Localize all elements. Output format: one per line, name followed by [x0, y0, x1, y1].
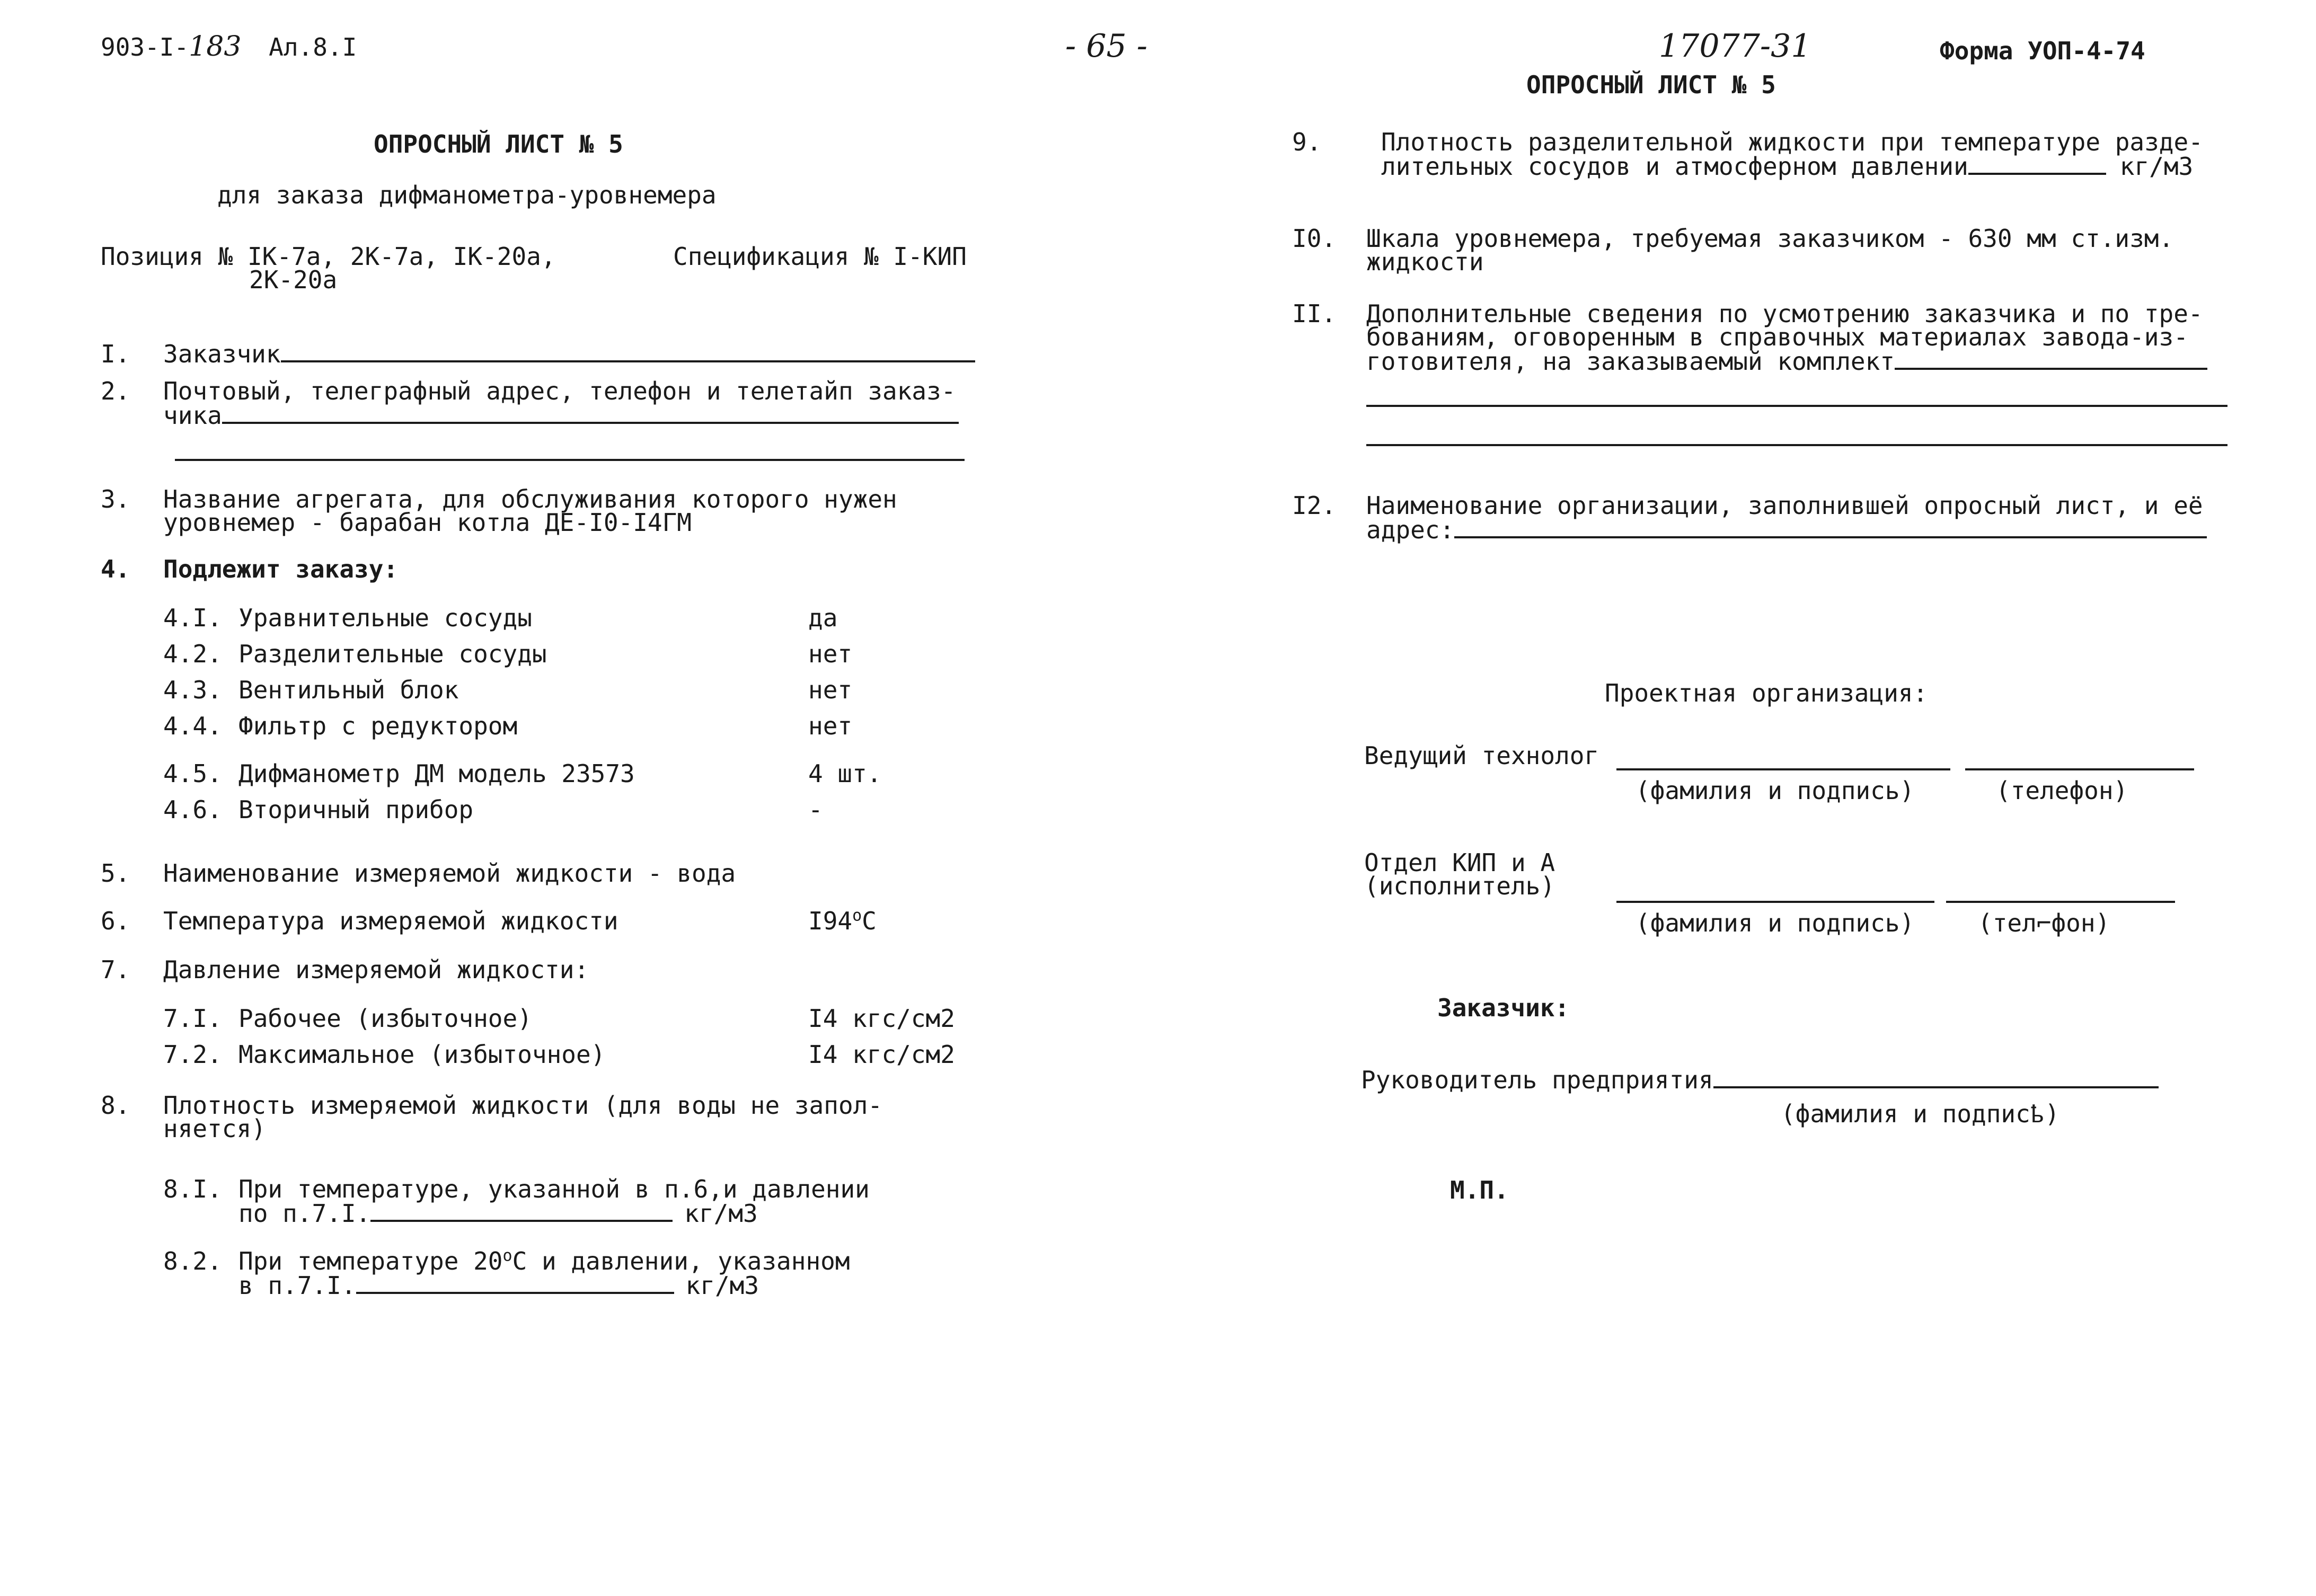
item-3-cont: уровнемер - барабан котла ДЕ-I0-I4ГМ: [163, 508, 692, 537]
item-12-cont: [1366, 515, 2207, 544]
subitem-text: Максимальное (избыточное): [238, 1040, 606, 1069]
subitem-text: Уравнительные сосуды: [238, 604, 532, 632]
lead-technologist-label: Ведущий технолог: [1364, 741, 1599, 770]
design-org-heading: Проектная организация:: [1605, 679, 1928, 707]
density-8-1-field[interactable]: [370, 1199, 673, 1222]
phone-caption: (телефон): [1996, 776, 2128, 805]
subitem-number: 4.6.: [163, 795, 222, 824]
subitem-text: При температуре, указанной в п.6,и давлении: [238, 1175, 870, 1203]
item-6-value: [808, 907, 877, 935]
item-text: Давление измеряемой жидкости:: [163, 955, 589, 984]
left-subtitle: для заказа дифманометра-уровнемера: [217, 181, 717, 209]
doc-code-print: 903-I-: [101, 33, 189, 61]
director-label: [1361, 1065, 2159, 1094]
organization-address-field[interactable]: [1454, 515, 2207, 538]
subitem-text: Дифманометр ДМ модель 23573: [238, 759, 635, 788]
item-number: I0.: [1292, 224, 1337, 253]
customer-field[interactable]: [281, 339, 975, 362]
degree-sign: о: [502, 1246, 512, 1265]
subitem-7-1-value: I4 кгс/см2: [808, 1004, 955, 1033]
subitem-7-1: [163, 1005, 532, 1032]
subitem-4-1-value: да: [808, 604, 838, 632]
executor-phone-field[interactable]: [1946, 901, 2175, 903]
item-11-cont-1: бованиям, оговоренным в справочных материалах завода-из-: [1366, 323, 2188, 351]
temperature-value: I94: [808, 907, 853, 935]
form-code: Форма УОП-4-74: [1940, 37, 2145, 65]
subitem-text: Рабочее (избыточное): [238, 1004, 532, 1033]
item-10-cont: жидкости: [1366, 247, 1484, 276]
item-number: 4.: [101, 555, 130, 583]
item-number: 2.: [101, 377, 130, 405]
director-signature-field[interactable]: [1713, 1065, 2159, 1088]
unit-label: кг/м3: [685, 1271, 759, 1300]
director-text: Руководитель предприятия: [1361, 1066, 1713, 1094]
item-text: адрес:: [1366, 516, 1455, 544]
subitem-number: 4.3.: [163, 676, 222, 704]
item-9-cont: [1381, 152, 2193, 180]
item-11-cont-2: [1366, 347, 2207, 375]
position-label: Позиция № IК-7а, 2К-7а, IК-20а,: [101, 242, 556, 271]
doc-album: Ал.8.I: [269, 33, 357, 61]
subitem-number: 7.2.: [163, 1040, 222, 1069]
name-signature-caption-2: (фамилия и подпись): [1636, 909, 1915, 937]
subitem-text: При температуре 20: [238, 1247, 503, 1275]
subitem-number: 8.I.: [163, 1175, 222, 1203]
subitem-text: Вентильный блок: [238, 676, 459, 704]
doc-code-handwritten: 183: [189, 31, 242, 63]
subitem-4-3: [163, 676, 458, 704]
subitem-4-5: [163, 760, 635, 787]
temperature-unit: С: [862, 907, 877, 935]
item-text: Плотность разделительной жидкости при температуре разде-: [1381, 128, 2203, 156]
executor-label: (исполнитель): [1364, 872, 1555, 900]
unit-label: кг/м3: [684, 1199, 758, 1228]
subitem-text: Фильтр с редуктором: [238, 712, 518, 740]
item-text: Дополнительные сведения по усмотрению заказчика и по тре-: [1366, 299, 2203, 328]
subitem-number: 8.2.: [163, 1247, 222, 1275]
item-text: Шкала уровнемера, требуемая заказчиком - 630 мм ст.изм.: [1366, 224, 2174, 253]
item-6: [101, 907, 618, 935]
subitem-4-4: [163, 712, 517, 740]
item-text: Почтовый, телеграфный адрес, телефон и телетайп заказ-: [163, 377, 956, 405]
customer-heading: Заказчик:: [1437, 994, 1570, 1022]
subitem-number: 4.2.: [163, 640, 222, 668]
reference-number: 17077-31: [1659, 28, 1811, 65]
subitem-4-2-value: нет: [808, 640, 853, 668]
phone-caption-2: (тел⌐фон): [1978, 909, 2110, 937]
item-text: готовителя, на заказываемый комплект: [1366, 347, 1895, 376]
density-8-2-field[interactable]: [356, 1271, 674, 1294]
item-text: лительных сосудов и атмосферном давлении: [1381, 152, 1968, 181]
additional-info-field[interactable]: [1895, 347, 2207, 370]
subitem-8-1-cont: [238, 1199, 758, 1227]
subitem-text: в п.7.I.: [238, 1271, 356, 1300]
item-number: 8.: [101, 1091, 130, 1120]
item-text: Плотность измеряемой жидкости (для воды не запол-: [163, 1091, 883, 1120]
address-field[interactable]: [222, 401, 959, 424]
subitem-4-3-value: нет: [808, 676, 853, 704]
subitem-4-1: [163, 604, 532, 632]
subitem-7-2: [163, 1041, 605, 1068]
item-5: [101, 859, 736, 887]
kip-department-label: Отдел КИП и А: [1364, 848, 1555, 877]
subitem-number: 4.5.: [163, 759, 222, 788]
item-number: 5.: [101, 859, 130, 888]
item-number: 9.: [1292, 128, 1322, 156]
item-8-cont: няется): [163, 1114, 266, 1143]
subitem-8-2-cont: [238, 1271, 759, 1299]
name-signature-caption-3: (фамилия и подписҍ): [1781, 1100, 2060, 1128]
stamp-placeholder: М.П.: [1450, 1176, 1509, 1204]
separating-density-field[interactable]: [1968, 152, 2106, 175]
subitem-4-6: [163, 796, 473, 823]
subitem-number: 4.4.: [163, 712, 222, 740]
item-number: 3.: [101, 485, 130, 513]
item-text: Подлежит заказу:: [163, 555, 399, 583]
degree-sign: о: [852, 906, 862, 925]
item-text: Заказчик: [163, 340, 281, 368]
item-number: II.: [1292, 299, 1337, 328]
item-4: [101, 555, 398, 583]
item-number: 7.: [101, 955, 130, 984]
subitem-4-6-value: -: [808, 795, 823, 824]
item-text: Название агрегата, для обслуживания которого нужен: [163, 485, 897, 513]
specification: Спецификация № I-КИП: [673, 242, 967, 271]
lead-technologist-signature-field[interactable]: [1616, 768, 1950, 770]
address-field-line-2[interactable]: [175, 459, 965, 461]
subitem-4-5-value: 4 шт.: [808, 759, 882, 788]
subitem-text: Разделительные сосуды: [238, 640, 547, 668]
item-2-cont: [163, 401, 959, 429]
unit-label: кг/м3: [2119, 152, 2194, 181]
item-text: Температура измеряемой жидкости: [163, 907, 618, 935]
item-text: чика: [163, 401, 222, 430]
subitem-4-4-value: нет: [808, 712, 853, 740]
subitem-number: 7.I.: [163, 1004, 222, 1033]
lead-technologist-phone-field[interactable]: [1965, 768, 2194, 770]
subitem-text: по п.7.I.: [238, 1199, 371, 1228]
item-1: [101, 339, 975, 368]
subitem-number: 4.I.: [163, 604, 222, 632]
item-text: Наименование измеряемой жидкости - вода: [163, 859, 736, 888]
subitem-text: С и давлении, указанном: [512, 1247, 850, 1275]
right-title: ОПРОСНЫЙ ЛИСТ № 5: [1526, 70, 1776, 99]
subitem-7-2-value: I4 кгс/см2: [808, 1040, 955, 1069]
name-signature-caption: (фамилия и подпись): [1636, 776, 1915, 805]
item-text: Наименование организации, заполнившей опросный лист, и её: [1366, 491, 2203, 520]
subitem-text: Вторичный прибор: [238, 795, 474, 824]
item-7: [101, 956, 589, 983]
item-number: I2.: [1292, 491, 1337, 520]
subitem-4-2: [163, 640, 547, 668]
additional-info-line-2[interactable]: [1366, 405, 2227, 407]
page-number: - 65 -: [1065, 28, 1148, 65]
item-number: I.: [101, 340, 130, 368]
position-label-2: 2К-20а: [249, 265, 338, 294]
additional-info-line-3[interactable]: [1366, 444, 2227, 446]
doc-code: [101, 33, 357, 61]
executor-signature-field[interactable]: [1616, 901, 1934, 903]
left-title: ОПРОСНЫЙ ЛИСТ № 5: [374, 130, 623, 158]
item-number: 6.: [101, 907, 130, 935]
